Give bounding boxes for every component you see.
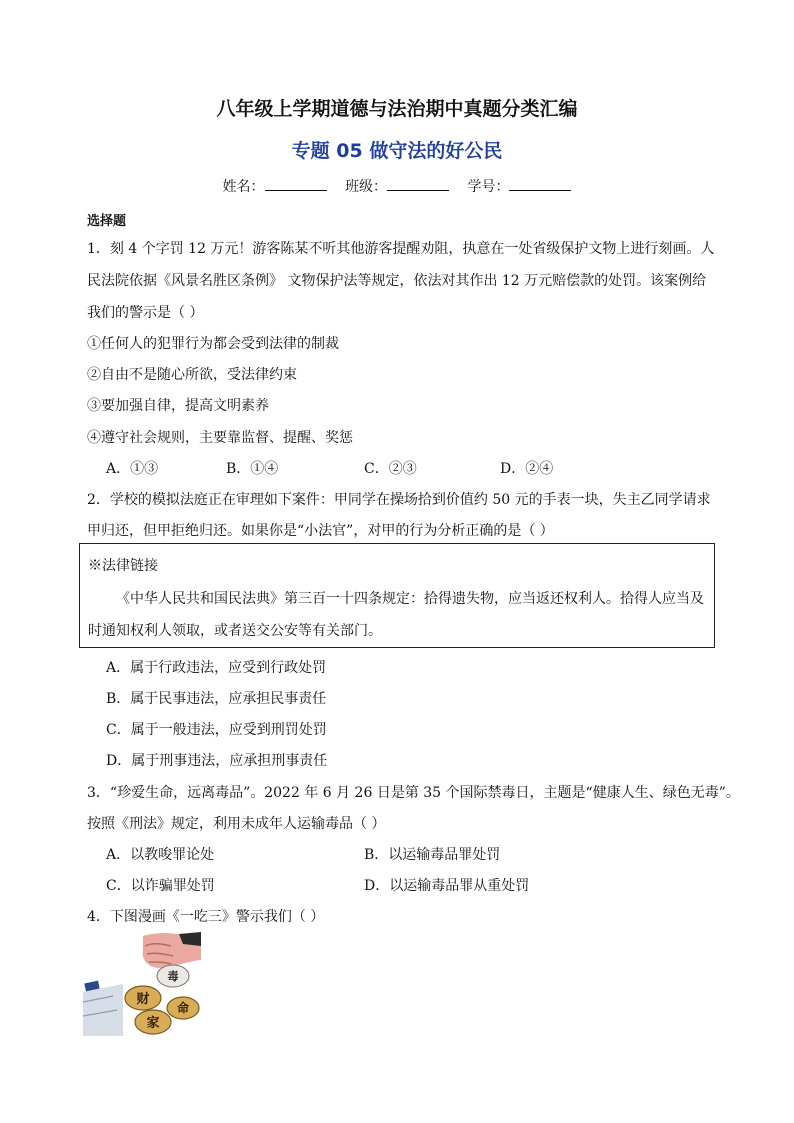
q2-line1: 2．学校的模拟法庭正在审理如下案件：甲同学在操场拾到价值约 50 元的手表一块，失主乙同学请求 — [87, 492, 711, 508]
name-label: 姓名： — [222, 179, 265, 195]
q1-line1: 1．刻 4 个字罚 12 万元！游客陈某不听其他游客提醒劝阻，执意在一处省级保护文物上进行刻画。人 — [87, 241, 715, 257]
student-id-blank[interactable] — [509, 176, 571, 191]
class-blank[interactable] — [387, 176, 449, 191]
q1-option-b[interactable]: B．①④ — [226, 461, 279, 477]
q1-line2: 民法院依据《风景名胜区条例》 文物保护法等规定，依法对其作出 12 万元赔偿款的处罚。该案例给 — [87, 273, 707, 289]
q2-option-a[interactable]: A．属于行政违法，应受到行政处罚 — [106, 660, 327, 676]
q1-option-d[interactable]: D．②④ — [500, 461, 554, 477]
q1-item-2: ②自由不是随心所欲，受法律约束 — [87, 367, 297, 383]
comic-image — [83, 932, 203, 1036]
q1-option-a[interactable]: A．①③ — [106, 461, 159, 477]
section-title: 选择题 — [87, 214, 127, 229]
q3-line2: 按照《刑法》规定，利用未成年人运输毒品（ ） — [87, 816, 386, 832]
student-info-row — [0, 176, 794, 196]
comic-piece-family-label: 家 — [146, 1016, 160, 1031]
law-link-heading: ※法律链接 — [88, 558, 158, 574]
name-blank[interactable] — [265, 176, 327, 191]
law-link-box — [79, 543, 715, 648]
q3-option-a[interactable]: A．以教唆罪论处 — [106, 847, 215, 863]
q2-option-b[interactable]: B．属于民事违法，应承担民事责任 — [106, 691, 327, 707]
q1-option-c[interactable]: C．②③ — [364, 461, 417, 477]
law-link-text-1: 《中华人民共和国民法典》第三百一十四条规定：拾得遗失物，应当返还权利人。拾得人应当及 — [116, 591, 704, 607]
comic-piece-life-label: 命 — [176, 1001, 190, 1015]
q3-line1: 3．“珍爱生命，远离毒品”。2022 年 6 月 26 日是第 35 个国际禁毒日，主题是“健康人生、绿色无毒”。 — [87, 785, 740, 801]
law-link-text-2: 时通知权利人领取，或者送交公安等有关部门。 — [88, 623, 382, 639]
q1-line3: 我们的警示是（ ） — [87, 305, 204, 321]
q3-option-c[interactable]: C．以诈骗罪处罚 — [106, 878, 215, 894]
student-id-label: 学号： — [467, 179, 510, 195]
q4-line1: 4．下图漫画《一吃三》警示我们（ ） — [87, 909, 325, 925]
q1-item-1: ①任何人的犯罪行为都会受到法律的制裁 — [87, 336, 339, 352]
q1-item-3: ③要加强自律，提高文明素养 — [87, 398, 269, 414]
q2-option-d[interactable]: D．属于刑事违法，应承担刑事责任 — [106, 753, 328, 769]
comic-piece-wealth-label: 财 — [136, 992, 150, 1007]
q1-item-4: ④遵守社会规则，主要靠监督、提醒、奖惩 — [87, 430, 353, 446]
document-subtitle: 专题 05 做守法的好公民 — [291, 140, 503, 162]
q3-option-b[interactable]: B．以运输毒品罪处罚 — [364, 847, 501, 863]
class-label: 班级： — [345, 179, 387, 195]
comic-piece-poison-label: 毒 — [167, 970, 179, 983]
q2-line2: 甲归还，但甲拒绝归还。如果你是“小法官”，对甲的行为分析正确的是（ ） — [87, 523, 554, 539]
document-title: 八年级上学期道德与法治期中真题分类汇编 — [216, 98, 578, 120]
q2-option-c[interactable]: C．属于一般违法，应受到刑罚处罚 — [106, 722, 327, 738]
q3-option-d[interactable]: D．以运输毒品罪从重处罚 — [364, 878, 530, 894]
